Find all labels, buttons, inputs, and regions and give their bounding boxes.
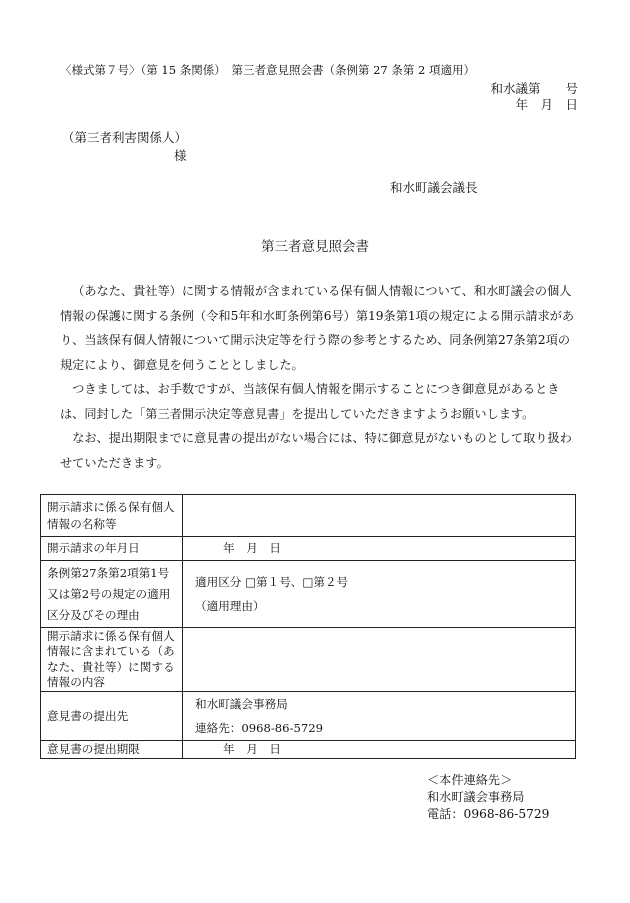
table-label: 開示請求の年月日 — [41, 537, 183, 561]
table-value — [183, 692, 576, 741]
request-info-table — [40, 494, 576, 759]
sender-name: 和水町議会議長 — [390, 180, 478, 195]
table-label: 条例第27条第2項第1号又は第2号の規定の適用区分及びその理由 — [41, 561, 183, 628]
contact-office: 和水町議会事務局 — [427, 790, 525, 804]
table-row — [41, 692, 576, 741]
request-date: 年 月 日 — [223, 541, 281, 555]
table-label: 開示請求に係る保有個人情報に含まれている（あなた、貴社等）に関する情報の内容 — [41, 628, 183, 692]
table-value — [183, 537, 576, 561]
submission-office: 和水町議会事務局 — [195, 697, 288, 711]
body-text — [60, 279, 580, 475]
contact-phone: 電話：0968-86-5729 — [427, 807, 550, 821]
table-value — [183, 495, 576, 537]
applicable-category: 適用区分 □第１号、□第２号 — [195, 575, 349, 589]
table-row — [41, 741, 576, 759]
contact-block — [427, 772, 549, 823]
table-value — [183, 741, 576, 759]
table-value — [183, 561, 576, 628]
body-paragraph: なお、提出期限までに意見書の提出がない場合には、特に御意見がないものとして取り扱わせていただきます。 — [60, 431, 572, 470]
table-row — [41, 537, 576, 561]
submission-phone: 連絡先：0968-86-5729 — [195, 721, 323, 735]
contact-heading: ＜本件連絡先＞ — [427, 773, 513, 787]
applicable-reason: （適用理由） — [195, 599, 265, 613]
table-label: 開示請求に係る保有個人情報の名称等 — [41, 495, 183, 537]
table-value — [183, 628, 576, 692]
form-label: 〈様式第７号〉（第 15 条関係） 第三者意見照会書（条例第 27 条第 2 項適用） — [60, 63, 476, 77]
table-row — [41, 561, 576, 628]
addressee-label: （第三者利害関係人） — [62, 130, 188, 145]
table-label: 意見書の提出期限 — [41, 741, 183, 759]
document-title: 第三者意見照会書 — [261, 239, 369, 255]
body-paragraph: （あなた、貴社等）に関する情報が含まれている保有個人情報について、和水町議会の個人情報の保護に関する条例（令和5年和水町条例第6号）第19条第1項の規定による開示請求があり、当該保有個人情報について開示決定等を行う際の参考とするため、同条例第27条第2項の規定により、御意見を伺うこととしました。 — [60, 284, 575, 372]
table-label: 意見書の提出先 — [41, 692, 183, 741]
table-row — [41, 495, 576, 537]
document-number: 和水議第 号 — [490, 81, 578, 96]
document-date: 年 月 日 — [515, 97, 578, 112]
table-row — [41, 628, 576, 692]
addressee-honorific: 様 — [174, 148, 187, 163]
body-paragraph: つきましては、お手数ですが、当該保有個人情報を開示することにつき御意見があるときは、同封した「第三者開示決定等意見書」を提出していただきますようお願いします。 — [60, 382, 560, 421]
submission-deadline: 年 月 日 — [223, 742, 281, 756]
